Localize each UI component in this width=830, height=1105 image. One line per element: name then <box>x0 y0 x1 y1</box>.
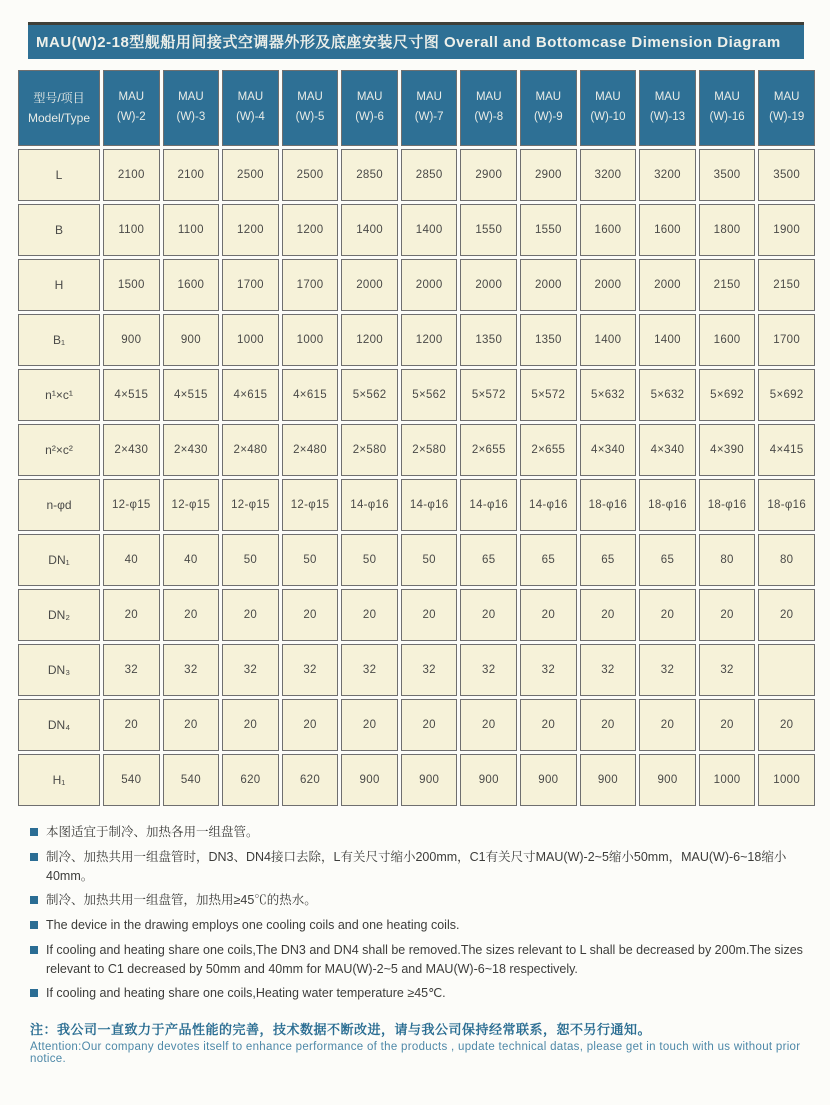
row-label: n¹×c¹ <box>18 369 100 421</box>
table-cell: 900 <box>341 754 398 806</box>
table-cell: 20 <box>222 699 279 751</box>
table-cell: 18-φ16 <box>699 479 756 531</box>
table-cell: 20 <box>401 589 458 641</box>
table-cell: 1550 <box>460 204 517 256</box>
note-text: If cooling and heating share one coils,Heating water temperature ≥45℃. <box>46 986 446 1001</box>
table-cell: 1000 <box>282 314 339 366</box>
column-header-line2: (W)-4 <box>236 111 265 123</box>
table-cell: 40 <box>163 534 220 586</box>
table-cell: 2000 <box>520 259 577 311</box>
table-cell: 40 <box>103 534 160 586</box>
note-item <box>30 848 804 886</box>
catalog-page <box>0 22 830 1105</box>
table-cell: 1000 <box>699 754 756 806</box>
column-header-4 <box>341 70 398 146</box>
column-header-line2: (W)-8 <box>474 111 504 123</box>
table-cell: 5×692 <box>758 369 815 421</box>
table-cell: 32 <box>520 644 577 696</box>
table-cell: 4×615 <box>222 369 279 421</box>
row-label: H <box>18 259 100 311</box>
table-cell: 2000 <box>460 259 517 311</box>
column-header-2 <box>222 70 279 146</box>
table-cell: 2100 <box>163 149 220 201</box>
table-cell: 3200 <box>580 149 637 201</box>
table-cell: 1800 <box>699 204 756 256</box>
table-cell: 900 <box>163 314 220 366</box>
table-cell: 1550 <box>520 204 577 256</box>
table-cell: 32 <box>401 644 458 696</box>
column-header-line2: (W)-2 <box>116 111 146 123</box>
table-cell: 1200 <box>222 204 279 256</box>
corner-header-zh: 型号/项目 <box>33 90 85 105</box>
footer-note <box>30 1019 804 1065</box>
table-cell: 2500 <box>222 149 279 201</box>
table-cell: 4×515 <box>103 369 160 421</box>
corner-header <box>18 70 100 146</box>
bullet-square-icon <box>30 896 38 904</box>
table-cell: 4×615 <box>282 369 339 421</box>
column-header-7 <box>520 70 577 146</box>
table-header-row <box>18 70 815 146</box>
column-header-line1: MAU <box>773 91 800 104</box>
column-header-line2: (W)-9 <box>533 111 563 123</box>
table-row <box>18 699 815 751</box>
table-cell: 3200 <box>639 149 696 201</box>
page-title: MAU(W)2-18型舰船用间接式空调器外形及底座安装尺寸图 Overall and Bottomcase Dimension Diagram <box>28 22 804 59</box>
table-cell: 2×655 <box>520 424 577 476</box>
table-cell: 1900 <box>758 204 815 256</box>
table-cell: 1100 <box>103 204 160 256</box>
note-item <box>30 916 804 935</box>
table-cell: 540 <box>163 754 220 806</box>
table-cell: 20 <box>758 589 815 641</box>
table-cell: 2×580 <box>341 424 398 476</box>
table-cell: 3500 <box>699 149 756 201</box>
column-header-line2: (W)-7 <box>414 111 444 123</box>
table-cell: 900 <box>401 754 458 806</box>
bullet-square-icon <box>30 828 38 836</box>
note-text: 制冷、加热共用一组盘管，加热用≥45℃的热水。 <box>46 893 317 908</box>
table-cell: 2900 <box>460 149 517 201</box>
column-header-line1: MAU <box>297 91 323 104</box>
table-cell: 4×340 <box>580 424 637 476</box>
table-cell: 20 <box>580 589 637 641</box>
row-label: DN₂ <box>18 589 100 641</box>
table-cell: 1400 <box>639 314 696 366</box>
table-cell: 1000 <box>758 754 815 806</box>
table-cell: 2×430 <box>103 424 160 476</box>
table-row <box>18 644 815 696</box>
table-cell: 20 <box>222 589 279 641</box>
table-cell: 20 <box>163 699 220 751</box>
row-label: n-φd <box>18 479 100 531</box>
column-header-line2: (W)-13 <box>649 111 686 123</box>
table-cell: 20 <box>282 589 339 641</box>
footer-note-zh: 注：我公司一直致力于产品性能的完善，技术数据不断改进，请与我公司保持经常联系，恕不另行通知。 <box>30 1022 652 1037</box>
table-row <box>18 369 815 421</box>
table-cell: 12-φ15 <box>222 479 279 531</box>
table-row <box>18 479 815 531</box>
table-cell: 2×580 <box>401 424 458 476</box>
table-cell: 65 <box>580 534 637 586</box>
table-cell: 2100 <box>103 149 160 201</box>
column-header-line2: (W)-10 <box>590 111 626 123</box>
table-cell: 14-φ16 <box>460 479 517 531</box>
table-cell: 5×692 <box>699 369 756 421</box>
table-cell: 20 <box>460 699 517 751</box>
table-cell: 2900 <box>520 149 577 201</box>
table-cell: 20 <box>699 699 756 751</box>
table-head <box>18 70 815 146</box>
table-cell: 20 <box>341 699 398 751</box>
table-row <box>18 754 815 806</box>
table-cell: 2850 <box>401 149 458 201</box>
table-cell: 4×340 <box>639 424 696 476</box>
table-cell: 20 <box>639 699 696 751</box>
table-cell: 2150 <box>699 259 756 311</box>
note-item <box>30 823 804 842</box>
table-cell: 20 <box>580 699 637 751</box>
column-header-line1: MAU <box>535 91 562 104</box>
column-header-1 <box>163 70 220 146</box>
row-label: n²×c² <box>18 424 100 476</box>
table-cell: 2850 <box>341 149 398 201</box>
table-cell: 32 <box>460 644 517 696</box>
table-cell: 5×562 <box>341 369 398 421</box>
table-cell: 5×562 <box>401 369 458 421</box>
note-text: 本图适宜于制冷、加热各用一组盘管。 <box>46 825 259 839</box>
table-cell: 32 <box>639 644 696 696</box>
table-cell: 18-φ16 <box>758 479 815 531</box>
table-row <box>18 424 815 476</box>
table-cell: 32 <box>699 644 756 696</box>
table-cell: 2150 <box>758 259 815 311</box>
footer-note-en: Attention:Our company devotes itself to enhance performance of the products , update technical datas, please get in touch with us without prior notice. <box>30 1041 801 1065</box>
bullet-square-icon <box>30 989 38 997</box>
table-cell: 4×415 <box>758 424 815 476</box>
table-cell: 20 <box>460 589 517 641</box>
column-header-line1: MAU <box>714 91 740 104</box>
column-header-6 <box>460 70 517 146</box>
table-cell: 32 <box>103 644 160 696</box>
table-row <box>18 534 815 586</box>
table-cell: 2×480 <box>282 424 339 476</box>
table-cell: 1500 <box>103 259 160 311</box>
table-cell: 20 <box>758 699 815 751</box>
column-header-line2: (W)-3 <box>176 111 206 123</box>
table-cell: 1100 <box>163 204 220 256</box>
table-cell: 900 <box>639 754 696 806</box>
table-cell: 2000 <box>401 259 458 311</box>
column-header-line2: (W)-16 <box>709 111 745 123</box>
table-cell: 900 <box>520 754 577 806</box>
table-row <box>18 204 815 256</box>
table-cell: 1700 <box>758 314 815 366</box>
table-row <box>18 314 815 366</box>
row-label: L <box>18 149 100 201</box>
table-cell: 12-φ15 <box>282 479 339 531</box>
table-cell: 2×430 <box>163 424 220 476</box>
column-header-line2: (W)-19 <box>769 111 805 123</box>
table-cell: 32 <box>282 644 339 696</box>
table-cell: 2×655 <box>460 424 517 476</box>
table-body <box>18 149 815 806</box>
table-cell: 14-φ16 <box>520 479 577 531</box>
table-cell: 20 <box>401 699 458 751</box>
table-row <box>18 589 815 641</box>
table-cell: 1200 <box>401 314 458 366</box>
table-cell: 1200 <box>282 204 339 256</box>
table-cell: 20 <box>520 589 577 641</box>
table-cell: 18-φ16 <box>580 479 637 531</box>
table-cell: 1600 <box>163 259 220 311</box>
table-cell: 1700 <box>282 259 339 311</box>
table-cell: 14-φ16 <box>401 479 458 531</box>
table-cell: 20 <box>282 699 339 751</box>
corner-header-en: Model/Type <box>27 111 91 125</box>
table-cell: 80 <box>699 534 756 586</box>
table-cell: 1400 <box>341 204 398 256</box>
table-cell: 620 <box>282 754 339 806</box>
table-cell: 1200 <box>341 314 398 366</box>
table-cell: 2000 <box>341 259 398 311</box>
table-row <box>18 149 815 201</box>
table-cell: 50 <box>401 534 458 586</box>
table-cell: 20 <box>103 589 160 641</box>
note-text: The device in the drawing employs one cooling coils and one heating coils. <box>46 918 460 932</box>
table-cell: 1600 <box>639 204 696 256</box>
column-header-5 <box>401 70 458 146</box>
table-row <box>18 259 815 311</box>
table-cell: 900 <box>103 314 160 366</box>
table-cell: 2000 <box>580 259 637 311</box>
note-item <box>30 891 804 910</box>
column-header-line1: MAU <box>356 91 383 104</box>
table-cell: 5×632 <box>580 369 637 421</box>
table-cell: 12-φ15 <box>103 479 160 531</box>
column-header-8 <box>580 70 637 146</box>
column-header-3 <box>282 70 339 146</box>
row-label: DN₄ <box>18 699 100 751</box>
column-header-10 <box>699 70 756 146</box>
row-label: DN₁ <box>18 534 100 586</box>
table-cell: 14-φ16 <box>341 479 398 531</box>
table-cell: 80 <box>758 534 815 586</box>
table-cell: 18-φ16 <box>639 479 696 531</box>
column-header-line2: (W)-5 <box>295 111 325 123</box>
table-cell: 20 <box>639 589 696 641</box>
table-cell: 1600 <box>580 204 637 256</box>
row-label: H₁ <box>18 754 100 806</box>
table-cell: 2×480 <box>222 424 279 476</box>
column-header-line1: MAU <box>237 91 264 104</box>
column-header-line1: MAU <box>595 91 621 104</box>
table-cell: 4×515 <box>163 369 220 421</box>
table-cell: 900 <box>580 754 637 806</box>
table-cell: 20 <box>699 589 756 641</box>
column-header-line1: MAU <box>654 91 681 104</box>
table-cell: 50 <box>341 534 398 586</box>
table-cell: 1700 <box>222 259 279 311</box>
table-cell: 620 <box>222 754 279 806</box>
column-header-9 <box>639 70 696 146</box>
row-label: B₁ <box>18 314 100 366</box>
dimension-table <box>15 67 818 809</box>
table-cell: 1600 <box>699 314 756 366</box>
column-header-11 <box>758 70 815 146</box>
table-cell: 12-φ15 <box>163 479 220 531</box>
table-cell: 32 <box>580 644 637 696</box>
row-label: B <box>18 204 100 256</box>
table-cell: 32 <box>222 644 279 696</box>
table-cell: 540 <box>103 754 160 806</box>
note-text: If cooling and heating share one coils,The DN3 and DN4 shall be removed.The sizes relevant to L shall be decreased by 200m.The sizes relevant to C1 decreased by 50mm and 40mm for MAU(W)-2~5 and MAU(W)-6~18 respectively. <box>46 942 803 976</box>
note-item <box>30 984 804 1003</box>
column-header-line1: MAU <box>475 91 502 104</box>
column-header-0 <box>103 70 160 146</box>
table-cell: 900 <box>460 754 517 806</box>
table-cell: 2000 <box>639 259 696 311</box>
table-cell: 5×632 <box>639 369 696 421</box>
table-cell: 20 <box>103 699 160 751</box>
bullet-square-icon <box>30 921 38 929</box>
table-cell: 20 <box>520 699 577 751</box>
column-header-line2: (W)-6 <box>355 111 384 123</box>
table-cell: 1350 <box>460 314 517 366</box>
bullet-square-icon <box>30 853 38 861</box>
row-label: DN₃ <box>18 644 100 696</box>
notes-section <box>30 823 804 1003</box>
table-cell: 4×390 <box>699 424 756 476</box>
table-cell: 65 <box>520 534 577 586</box>
column-header-line1: MAU <box>178 91 204 104</box>
table-cell: 1400 <box>580 314 637 366</box>
note-item <box>30 941 804 979</box>
table-cell: 2500 <box>282 149 339 201</box>
table-cell: 1350 <box>520 314 577 366</box>
table-cell: 50 <box>222 534 279 586</box>
table-cell: 20 <box>163 589 220 641</box>
table-cell: 65 <box>460 534 517 586</box>
table-cell: 3500 <box>758 149 815 201</box>
column-header-line1: MAU <box>416 91 442 104</box>
table-cell: 65 <box>639 534 696 586</box>
table-cell: 1400 <box>401 204 458 256</box>
bullet-square-icon <box>30 946 38 954</box>
table-cell: 50 <box>282 534 339 586</box>
note-text: 制冷、加热共用一组盘管时，DN3、DN4接口去除，L有关尺寸缩小200mm，C1有关尺寸MAU(W)-2~5缩小50mm，MAU(W)-6~18缩小40mm。 <box>46 849 787 883</box>
table-cell: 5×572 <box>460 369 517 421</box>
table-cell: 32 <box>163 644 220 696</box>
column-header-line1: MAU <box>118 91 145 104</box>
table-cell <box>758 644 815 696</box>
table-cell: 20 <box>341 589 398 641</box>
table-cell: 1000 <box>222 314 279 366</box>
table-cell: 5×572 <box>520 369 577 421</box>
table-cell: 32 <box>341 644 398 696</box>
